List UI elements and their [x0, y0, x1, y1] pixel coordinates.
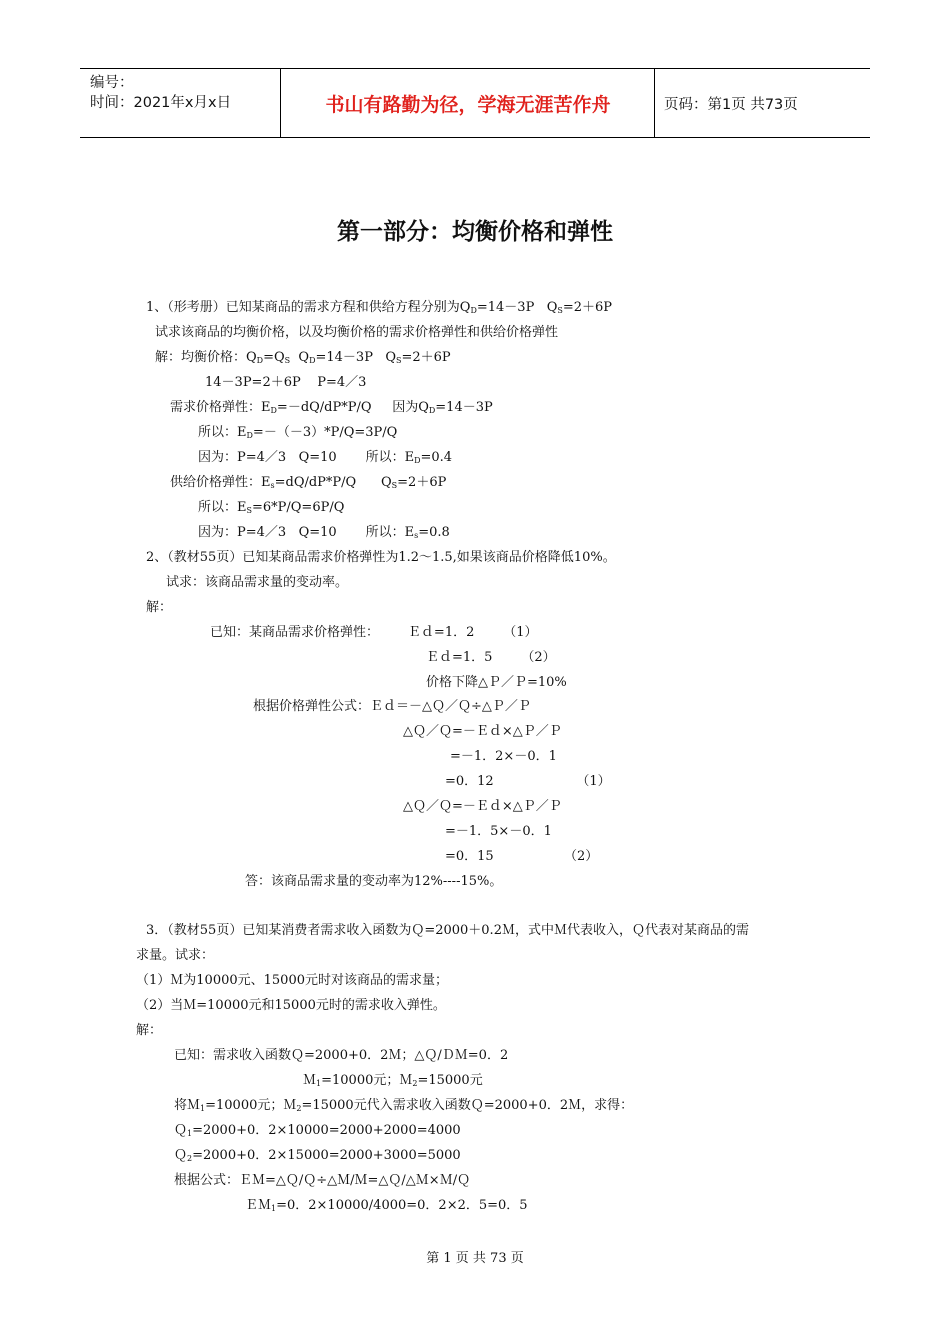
header-table [80, 68, 870, 138]
header-divider [654, 69, 655, 137]
q2-line: △Ｑ／Ｑ=－Ｅｄ×△Ｐ／Ｐ [403, 724, 562, 739]
q2-line: 试求：该商品需求量的变动率。 [166, 575, 349, 590]
q1-line: 1、（形考册）已知某商品的需求方程和供给方程分别为$Q_D=14-3P$ $Q_S=2+6P$ [146, 300, 613, 315]
q2-line: 2、（教材55页）已知某商品需求价格弹性为1.2～1.5,如果该商品价格降低10%。 [146, 550, 616, 565]
code-label: 编号： [90, 75, 134, 91]
q1-line: 因为：P=4／3 Q=10 所以：$E_s=0.8$ [198, 525, 450, 540]
q1-line: 14－3P=2＋6P P=4／3 [205, 375, 367, 390]
q3-line: （1）Ｍ为10000元、15000元时对该商品的需求量； [136, 973, 448, 988]
q2-line: 答：该商品需求量的变动率为12%----15%。 [245, 874, 503, 889]
header-motto: 书山有路勤为径，学海无涯苦作舟 [325, 93, 611, 116]
q1-line: 所以：$E_S=6*P/Q=6P/Q$ [198, 500, 345, 515]
q2-line: =0．15 （2） [445, 849, 599, 864]
q1-line: 需求价格弹性：$E_D=-dQ/dP*P/Q$ 因为$Q_D=14-3P$ [170, 400, 493, 415]
q2-line: =－1．5×－0．1 [445, 824, 552, 839]
q1-line: 试求该商品的均衡价格，以及均衡价格的需求价格弹性和供给价格弹性 [155, 325, 559, 340]
q3-line: 根据公式：ＥＭ=△Ｑ/Ｑ÷△Ｍ/Ｍ=△Ｑ/△Ｍ×Ｍ/Ｑ [174, 1173, 471, 1188]
q3-line: Ｍ$_1$=10000元；Ｍ$_2$=15000元 [303, 1073, 483, 1088]
q3-line: 求量。试求： [136, 948, 215, 963]
q1-line: 解：均衡价格：$Q_D=Q_S$ $Q_D=14-3P$ $Q_S=2+6P$ [155, 350, 451, 365]
header-meta [90, 73, 231, 113]
q3-line: ＥＭ$_1$=0．2×10000/4000=0．2×2．5=0．5 [245, 1198, 528, 1213]
header-divider [280, 69, 281, 137]
page-title: 第一部分：均衡价格和弹性 [337, 219, 613, 245]
q2-line: =－1．2×－0．1 [450, 749, 557, 764]
q2-line: Ｅｄ=1．5 （2） [426, 650, 556, 665]
q2-line: 解： [146, 600, 173, 615]
q2-line: 根据价格弹性公式：Ｅｄ＝－△Ｑ／Ｑ÷△Ｐ／Ｐ [253, 699, 531, 714]
q3-line: 解： [136, 1023, 163, 1038]
page-footer: 第 1 页 共 73 页 [426, 1251, 524, 1266]
q2-line: =0．12 （1） [445, 774, 611, 789]
date-label: 时间：2021年x月x日 [90, 95, 232, 111]
q3-line: Ｑ$_1$=2000+0．2×10000=2000+2000=4000 [174, 1123, 461, 1138]
q3-line: 已知：需求收入函数Ｑ=2000+0．2Ｍ；△Ｑ/ＤＭ=0．2 [174, 1048, 509, 1063]
q1-line: 供给价格弹性：$E_s=dQ/dP*P/Q$ $Q_S=2+6P$ [170, 475, 447, 490]
q3-line: 3．（教材55页）已知某消费者需求收入函数为Ｑ=2000＋0.2Ｍ，式中Ｍ代表收入，Ｑ代表对某商品的需 [146, 923, 749, 938]
q3-line: Ｑ$_2$=2000+0．2×15000=2000+3000=5000 [174, 1148, 461, 1163]
q2-line: △Ｑ／Ｑ=－Ｅｄ×△Ｐ／Ｐ [403, 799, 562, 814]
q2-line: 价格下降△Ｐ／Ｐ=10% [426, 675, 567, 690]
q1-line: 所以：$E_D=-(-3)*P/Q=3P/Q$ [198, 425, 398, 440]
header-page-info: 页码：第1页 共73页 [664, 96, 798, 113]
q2-line: 已知：某商品需求价格弹性： Ｅｄ=1．2 （1） [210, 625, 538, 640]
q3-line: 将Ｍ$_1$=10000元；Ｍ$_2$=15000元代入需求收入函数Ｑ=2000+0．2Ｍ，求得： [174, 1098, 634, 1113]
q1-line: 因为：P=4／3 Q=10 所以：$E_D=0.4$ [198, 450, 453, 465]
q3-line: （2）当Ｍ=10000元和15000元时的需求收入弹性。 [136, 998, 446, 1013]
